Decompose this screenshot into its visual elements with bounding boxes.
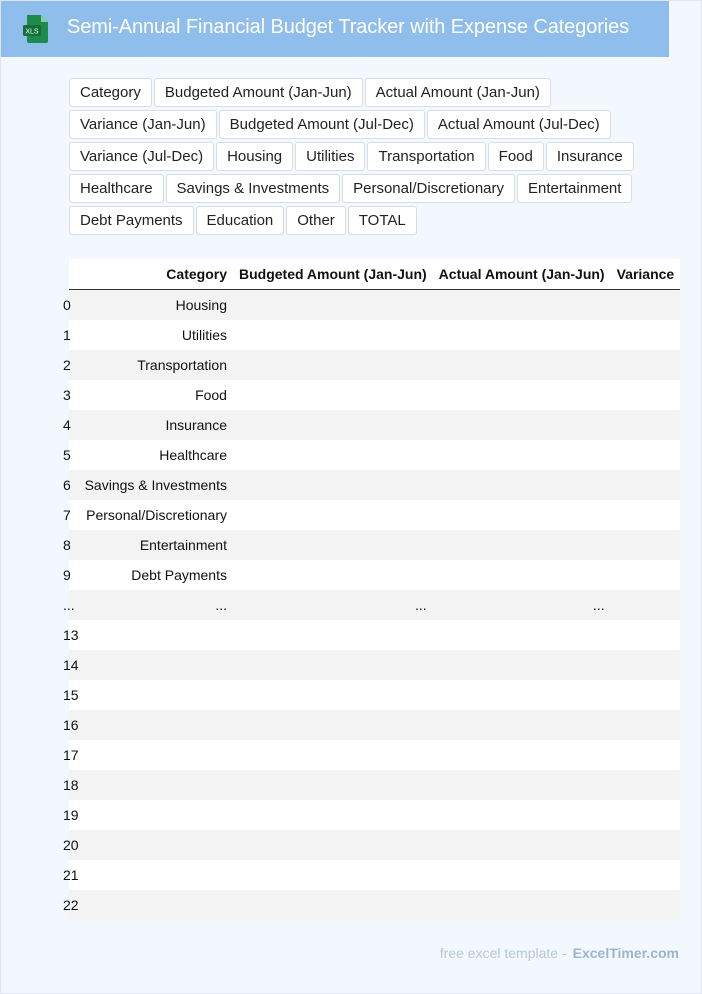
table-cell[interactable] xyxy=(611,830,681,860)
table-cell[interactable]: Debt Payments xyxy=(79,560,233,590)
table-cell[interactable] xyxy=(433,800,611,830)
column-tag-chip[interactable]: Food xyxy=(488,142,544,171)
table-row xyxy=(69,680,680,710)
table-cell[interactable] xyxy=(611,320,681,350)
chip-row xyxy=(69,142,669,171)
row-index-cell: 2 xyxy=(69,350,79,380)
table-row xyxy=(69,440,680,470)
row-index-cell: 15 xyxy=(69,680,79,710)
table-cell[interactable]: Healthcare xyxy=(79,440,233,470)
row-index-cell: 14 xyxy=(69,650,79,680)
row-index-cell: 0 xyxy=(69,290,79,321)
column-tag-chip[interactable]: Debt Payments xyxy=(69,206,194,235)
table-cell[interactable] xyxy=(433,560,611,590)
column-header[interactable]: Actual Amount (Jan-Jun) xyxy=(433,259,611,290)
column-header[interactable]: Category xyxy=(79,259,233,290)
table-row xyxy=(69,410,680,440)
column-tag-chip[interactable]: Budgeted Amount (Jan-Jun) xyxy=(154,78,363,107)
table-cell[interactable] xyxy=(611,680,681,710)
column-tag-chip[interactable]: Actual Amount (Jul-Dec) xyxy=(427,110,611,139)
table-cell[interactable] xyxy=(611,710,681,740)
chip-row xyxy=(69,174,669,203)
column-tag-chip[interactable]: Variance (Jul-Dec) xyxy=(69,142,214,171)
row-index-cell: 20 xyxy=(69,830,79,860)
table-row xyxy=(69,770,680,800)
column-header[interactable] xyxy=(69,259,79,290)
table-cell[interactable] xyxy=(233,380,433,410)
row-index-cell: 1 xyxy=(69,320,79,350)
column-tag-chip[interactable]: Personal/Discretionary xyxy=(342,174,515,203)
table-cell[interactable] xyxy=(611,890,681,920)
table-cell[interactable]: Transportation xyxy=(79,350,233,380)
table-cell[interactable] xyxy=(433,710,611,740)
table-cell[interactable] xyxy=(611,770,681,800)
table-cell[interactable] xyxy=(433,500,611,530)
table-cell[interactable] xyxy=(611,290,681,321)
row-index-cell: 7 xyxy=(69,500,79,530)
table-cell[interactable] xyxy=(79,680,233,710)
table-row xyxy=(69,800,680,830)
table-row xyxy=(69,650,680,680)
table-row xyxy=(69,290,680,321)
table-row xyxy=(69,890,680,920)
table-row xyxy=(69,620,680,650)
table-cell[interactable] xyxy=(233,560,433,590)
footer-brand-link[interactable]: ExcelTimer.com xyxy=(572,945,679,961)
table-cell[interactable] xyxy=(79,650,233,680)
table-cell[interactable] xyxy=(233,710,433,740)
column-tag-chip[interactable]: Variance (Jan-Jun) xyxy=(69,110,217,139)
table-cell[interactable] xyxy=(433,620,611,650)
table-row xyxy=(69,710,680,740)
table-cell[interactable] xyxy=(433,890,611,920)
table-cell[interactable] xyxy=(611,380,681,410)
table-cell[interactable] xyxy=(433,740,611,770)
column-tag-chip[interactable]: Utilities xyxy=(295,142,365,171)
table-cell[interactable] xyxy=(433,530,611,560)
table-cell[interactable] xyxy=(233,800,433,830)
table-cell[interactable] xyxy=(233,500,433,530)
column-tag-chip[interactable]: Savings & Investments xyxy=(166,174,341,203)
table-cell[interactable] xyxy=(433,440,611,470)
table-cell[interactable] xyxy=(611,500,681,530)
table-cell[interactable] xyxy=(433,680,611,710)
table-cell[interactable] xyxy=(233,650,433,680)
table-cell[interactable] xyxy=(233,680,433,710)
table-cell[interactable] xyxy=(611,560,681,590)
table-cell[interactable] xyxy=(433,350,611,380)
table-cell[interactable] xyxy=(611,800,681,830)
column-tag-list xyxy=(69,78,669,238)
column-tag-chip[interactable]: Budgeted Amount (Jul-Dec) xyxy=(219,110,425,139)
table-cell[interactable] xyxy=(79,800,233,830)
table-cell[interactable] xyxy=(433,830,611,860)
column-tag-chip[interactable]: Entertainment xyxy=(517,174,632,203)
table-cell[interactable] xyxy=(79,860,233,890)
table-cell[interactable] xyxy=(233,530,433,560)
table-cell[interactable] xyxy=(79,740,233,770)
excel-xls-icon xyxy=(21,14,51,44)
table-cell[interactable] xyxy=(611,860,681,890)
xls-icon-label: XLS xyxy=(25,28,39,36)
row-index-cell: 16 xyxy=(69,710,79,740)
table-row xyxy=(69,380,680,410)
table-cell[interactable]: Savings & Investments xyxy=(79,470,233,500)
table-row xyxy=(69,740,680,770)
column-tag-chip[interactable]: Education xyxy=(196,206,285,235)
table-cell[interactable]: Food xyxy=(79,380,233,410)
table-cell[interactable] xyxy=(433,470,611,500)
table-cell[interactable]: Insurance xyxy=(79,410,233,440)
table-cell[interactable] xyxy=(233,830,433,860)
row-index-cell: 9 xyxy=(69,560,79,590)
table-cell[interactable] xyxy=(433,320,611,350)
column-tag-chip[interactable]: Transportation xyxy=(367,142,485,171)
table-cell[interactable] xyxy=(233,290,433,321)
row-index-cell: 13 xyxy=(69,620,79,650)
table-row xyxy=(69,830,680,860)
column-tag-chip[interactable]: Insurance xyxy=(546,142,634,171)
table-cell[interactable] xyxy=(79,890,233,920)
table-cell[interactable]: Housing xyxy=(79,290,233,321)
table-cell[interactable] xyxy=(79,830,233,860)
table-cell[interactable] xyxy=(611,440,681,470)
table-row xyxy=(69,320,680,350)
footer xyxy=(440,945,679,961)
table-row xyxy=(69,860,680,890)
table-cell[interactable] xyxy=(233,470,433,500)
column-tag-chip[interactable]: Healthcare xyxy=(69,174,164,203)
table-cell[interactable] xyxy=(433,770,611,800)
row-index-cell: 22 xyxy=(69,890,79,920)
table-cell[interactable] xyxy=(611,620,681,650)
table-cell[interactable] xyxy=(233,740,433,770)
table-cell[interactable] xyxy=(611,590,681,620)
table-row xyxy=(69,470,680,500)
row-index-cell: 8 xyxy=(69,530,79,560)
table-cell[interactable] xyxy=(433,860,611,890)
column-tag-chip[interactable]: Actual Amount (Jan-Jun) xyxy=(365,78,551,107)
column-tag-chip[interactable]: TOTAL xyxy=(348,206,417,235)
table-cell[interactable] xyxy=(611,740,681,770)
budget-table xyxy=(63,259,680,920)
table-cell[interactable]: Utilities xyxy=(79,320,233,350)
row-index-cell: 3 xyxy=(69,380,79,410)
chip-row xyxy=(69,78,669,107)
row-index-cell: 19 xyxy=(69,800,79,830)
table-cell[interactable] xyxy=(233,860,433,890)
table-cell[interactable] xyxy=(611,410,681,440)
column-tag-chip[interactable]: Other xyxy=(286,206,346,235)
table-cell[interactable] xyxy=(233,890,433,920)
table-cell[interactable] xyxy=(233,440,433,470)
row-index-cell: 6 xyxy=(69,470,79,500)
table-cell[interactable]: ... xyxy=(79,590,233,620)
table-row xyxy=(69,530,680,560)
table-cell[interactable] xyxy=(79,710,233,740)
table-cell[interactable] xyxy=(611,350,681,380)
table-row xyxy=(69,560,680,590)
page-title: Semi-Annual Financial Budget Tracker with Expense Categories xyxy=(67,16,630,38)
row-index-cell: 17 xyxy=(69,740,79,770)
table-cell[interactable] xyxy=(433,290,611,321)
table-cell[interactable] xyxy=(433,410,611,440)
table-cell[interactable] xyxy=(233,770,433,800)
table-cell[interactable]: Entertainment xyxy=(79,530,233,560)
table-cell[interactable] xyxy=(611,530,681,560)
footer-text: free excel template - xyxy=(439,945,567,961)
row-index-cell: ... xyxy=(69,590,79,620)
table-cell[interactable]: Personal/Discretionary xyxy=(79,500,233,530)
table-cell[interactable] xyxy=(79,770,233,800)
chip-row xyxy=(69,206,669,235)
column-tag-chip[interactable]: Category xyxy=(69,78,152,107)
data-table-container[interactable] xyxy=(63,259,679,919)
table-cell[interactable] xyxy=(233,350,433,380)
table-row xyxy=(69,590,680,620)
title-bar xyxy=(1,1,669,57)
table-cell[interactable] xyxy=(433,650,611,680)
table-row xyxy=(69,350,680,380)
table-cell[interactable] xyxy=(233,620,433,650)
row-index-cell: 4 xyxy=(69,410,79,440)
table-cell[interactable] xyxy=(233,410,433,440)
table-cell[interactable] xyxy=(233,320,433,350)
table-cell[interactable] xyxy=(611,470,681,500)
column-tag-chip[interactable]: Housing xyxy=(216,142,293,171)
table-cell[interactable] xyxy=(611,650,681,680)
chip-row xyxy=(69,110,669,139)
table-header-row xyxy=(69,259,680,290)
table-cell[interactable] xyxy=(433,380,611,410)
table-cell[interactable]: ... xyxy=(233,590,433,620)
table-row xyxy=(69,500,680,530)
column-header[interactable]: Budgeted Amount (Jan-Jun) xyxy=(233,259,433,290)
table-cell[interactable] xyxy=(79,620,233,650)
row-index-cell: 18 xyxy=(69,770,79,800)
row-index-cell: 21 xyxy=(69,860,79,890)
table-cell[interactable]: ... xyxy=(433,590,611,620)
column-header[interactable]: Variance xyxy=(611,259,681,290)
row-index-cell: 5 xyxy=(69,440,79,470)
